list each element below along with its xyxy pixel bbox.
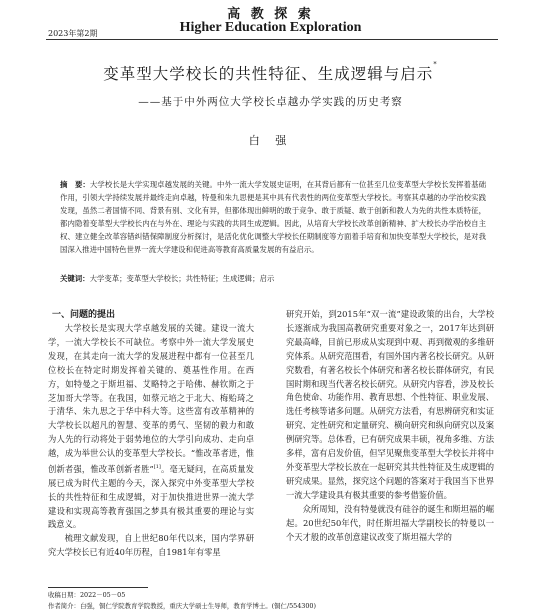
keywords xyxy=(60,272,486,285)
keywords-text: 大学变革；变革型大学校长；共性特征；生成逻辑；启示 xyxy=(89,274,275,283)
body-column-right xyxy=(286,308,494,544)
body-paragraph: 众所周知，没有特曼就没有硅谷的诞生和斯坦福的崛起。20世纪50年代，时任斯坦福大学副校长的特曼以一个天才般的改革创意建议改变了斯坦福大学的 xyxy=(286,503,494,542)
paragraph-text: 大学校长是实现大学卓越发展的关键。建设一流大学，一流大学校长不可缺位。考察中外一流大学发展史发现，在其走向一流大学的发展进程中都有一位甚至几位校长在特定时期发挥着关键的、奠基性作用。在西方，如特曼之于斯坦福、艾略特之于哈佛、赫钦斯之于芝加哥大学等。在我国，如蔡元培之于北大、梅贻琦之于清华、朱九思之于华中科大等。这些富有改革精神的大学校长以超凡的智慧、变革的勇气、坚韧的毅力和敢为人先的行动将处于弱势地位的大学引向成功、走向卓越，成为举世公认的变革型大学校长。“惟改革者进，惟创新者强，惟改革创新者胜” xyxy=(48,323,254,474)
abstract-label: 摘 要： xyxy=(60,180,90,189)
section-heading: 一、问题的提出 xyxy=(52,310,116,320)
abstract xyxy=(60,178,486,256)
keywords-label: 关键词： xyxy=(60,274,90,283)
title-text: 变革型大学校长的共性特征、生成逻辑与启示 xyxy=(103,65,434,83)
body-paragraph: 梳理文献发现，自上世纪80年代以来，国内学界研究大学校长已有近40年历程，自1981年有零星 xyxy=(48,533,254,558)
footnote-rule xyxy=(48,587,148,588)
footnote-received: 收稿日期：2022－05－05 xyxy=(48,591,126,599)
paragraph-text: 。毫无疑问，在高质量发展已成为时代主题的今天，深入探究中外变革型大学校长的共性特征和生成逻辑，对于加快推进世界一流大学建设和实现高等教育强国之梦具有极其重要的理论与实践意义。 xyxy=(48,463,254,530)
body-paragraph xyxy=(48,322,254,532)
issue-label: 2023年第2期 xyxy=(48,29,98,38)
journal-title-cn: 高 教 探 索 xyxy=(227,7,314,22)
citation-ref: [1] xyxy=(153,464,161,471)
footnote-author: 作者简介：白强，铜仁学院教育学院教授，重庆大学硕士生导师，教育学博士。(铜仁/554300) xyxy=(48,602,316,610)
body-paragraph: 研究开始，到2015年“双一流”建设政策的出台，大学校长逐渐成为我国高教研究重要对象之一，2017年达到研究最高峰，目前已形成从实现到中观、再到微观的多维研究体系。从研究范围看，有国外国内著名校长研究。从研究数看，有著名校长个体研究和著名校长群体研究，有民国时期和现当代著名校长研究。从研究内容看，涉及校长角色使命、功能作用、教育思想、个性特征、职业发展、选任考核等诸多问题。从研究方法看，有思辨研究和实证研究、定性研究和定量研究、横向研究和纵向研究以及案例研究等。总体看，已有研究成果丰硕，视角多维、方法多样，富有启发价值，但罕见聚焦变革型大学校长并将中外变革型大学校长放在一起研究其共性特征及生成逻辑的研究成果。显然，探究这个问题的答案对于我国当下世界一流大学建设具有极其重要的参考借鉴价值。 xyxy=(286,309,494,500)
article-title xyxy=(0,62,541,84)
article-subtitle: ——基于中外两位大学校长卓越办学实践的历史考察 xyxy=(138,96,403,108)
journal-title-en: Higher Education Exploration xyxy=(179,20,362,35)
title-footnote-mark: * xyxy=(433,60,438,68)
body-column-left xyxy=(48,308,254,560)
author-name: 白 强 xyxy=(248,134,293,147)
abstract-text: 大学校长是大学实现卓越发展的关键。中外一流大学发展史证明，在其背后都有一位甚至几位变革型大学校长发挥着基础作用，引领大学持续发展并最终走向卓越，特曼和朱九思便是其中具有代表性的两位变革型大学校长。考察其卓越的办学治校实践发现，虽然二者国情不同、背景有别、文化有异，但都体现出鲜明的敢于竞争、敢于质疑、敢于创新和教人为先的共性本质特征，都内隐着变革型大学校长内在与外在、理论与实践的共同生成逻辑。因此，从培育大学校长改革创新精神、扩大校长办学治校自主权、建立健全改革容错纠错保障制度分析探讨，是活化优化调整大学校长任期制度等方面着手培育和加快变革型大学校长，是对我国深入推进中国特色世界一流大学建设和促进高等教育高质量发展的有益启示。 xyxy=(60,180,486,254)
header-rule xyxy=(46,39,498,40)
